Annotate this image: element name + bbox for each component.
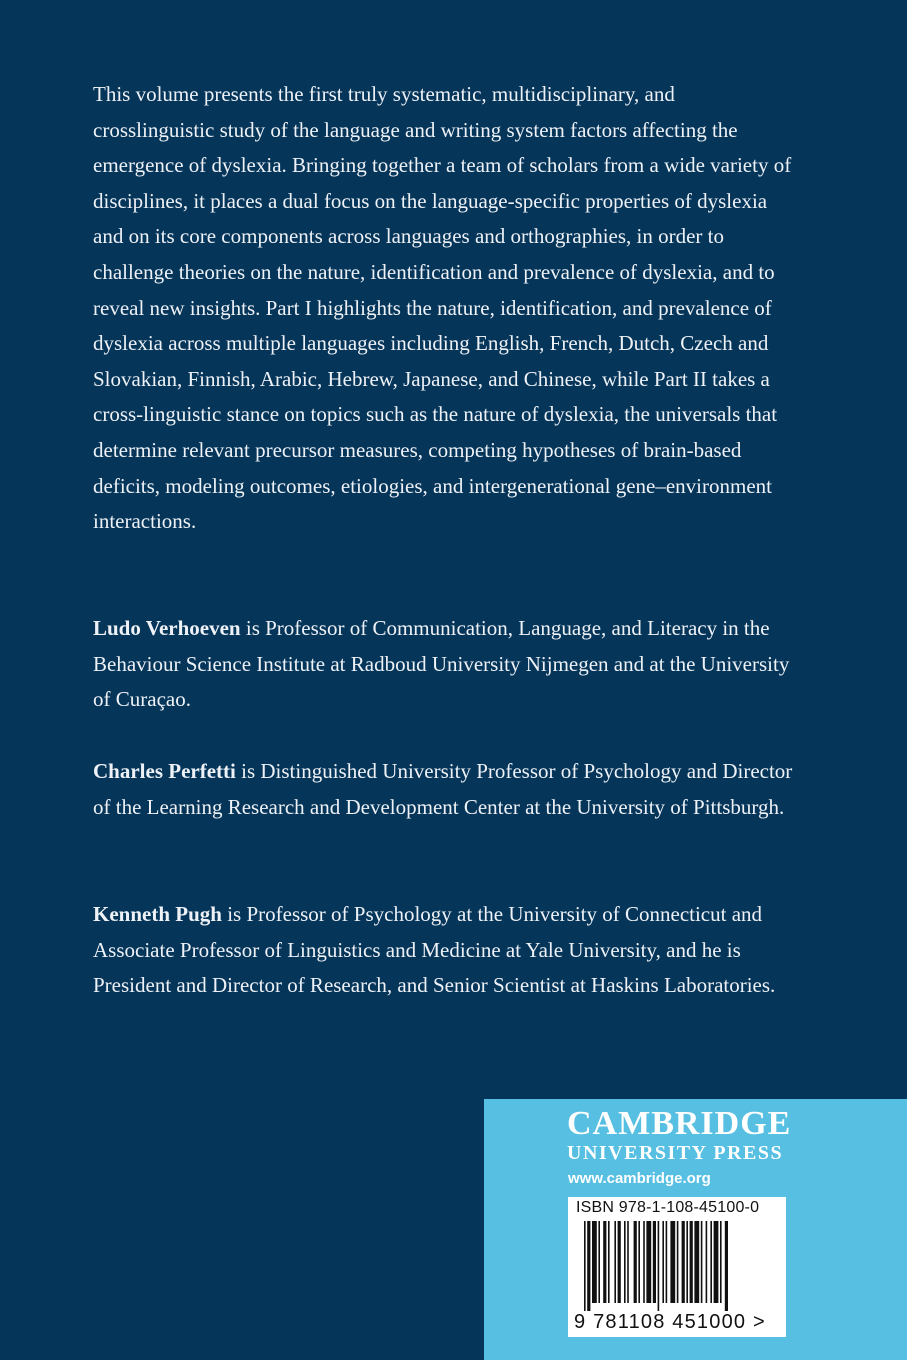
author-bio-text: is Professor of Psychology at the University of Connecticut and Associate Professor of Linguistics and Medicine at Yale University, and he is President and Director of Research, and Senior Scientist at Haskins Laboratories.: [93, 902, 776, 998]
publisher-url: www.cambridge.org: [568, 1170, 711, 1187]
author-bio-verhoeven: [93, 611, 798, 718]
barcode-icon: [570, 1221, 784, 1311]
barcode-panel: [568, 1197, 786, 1337]
publisher-subtitle: UNIVERSITY PRESS: [567, 1142, 784, 1164]
author-bio-pugh: [93, 897, 798, 1004]
author-name: Kenneth Pugh: [93, 902, 222, 926]
author-name: Ludo Verhoeven: [93, 616, 241, 640]
author-bio-text: is Professor of Communication, Language, and Literacy in the Behaviour Science Institute at Radboud University Nijmegen and at the University of Curaçao.: [93, 616, 790, 712]
author-name: Charles Perfetti: [93, 759, 236, 783]
author-bio-text: is Distinguished University Professor of Psychology and Director of the Learning Research and Development Center at the University of Pittsburgh.: [93, 759, 793, 819]
publisher-name: CAMBRIDGE: [567, 1105, 792, 1142]
barcode-digits: 9 781108 451000 >: [574, 1311, 766, 1333]
author-bio-perfetti: [93, 754, 798, 825]
publisher-box: [484, 1099, 907, 1360]
isbn-label: ISBN 978-1-108-45100-0: [576, 1199, 760, 1216]
description-paragraph: This volume presents the first truly systematic, multidisciplinary, and crosslinguistic study of the language and writing system factors affecting the emergence of dyslexia. Bringing together a team of scholars from a wide variety of disciplines, it places a dual focus on the language-specific properties of dyslexia and on its core components across languages and orthographies, in order to challenge theories on the nature, identification and prevalence of dyslexia, and to reveal new insights. Part I highlights the nature, identification, and prevalence of dyslexia across multiple languages including English, French, Dutch, Czech and Slovakian, Finnish, Arabic, Hebrew, Japanese, and Chinese, while Part II takes a cross-linguistic stance on topics such as the nature of dyslexia, the universals that determine relevant precursor measures, competing hypotheses of brain-based deficits, modeling outcomes, etiologies, and intergenerational gene–environment interactions.: [93, 82, 792, 534]
book-description: [93, 77, 798, 540]
